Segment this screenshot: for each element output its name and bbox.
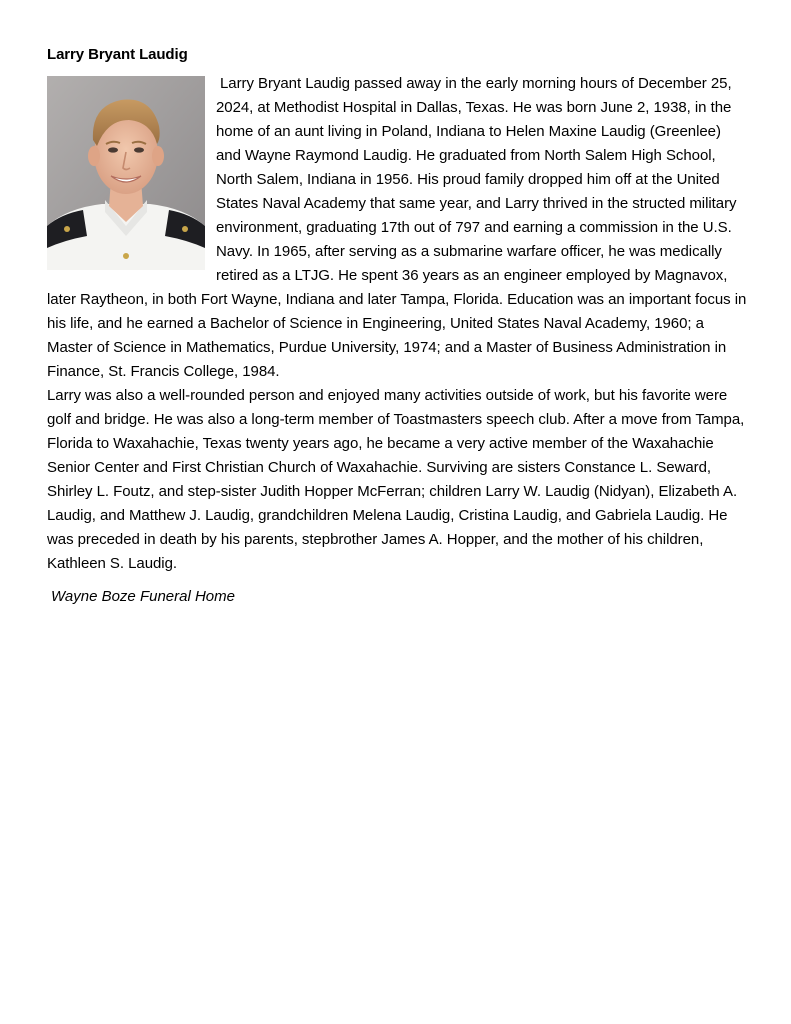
obituary-paragraph-2: Larry was also a well-rounded person and enjoyed many activities outside of work, but his favorite were golf and bridge. He was also a long-term member of Toastmasters speech club. After a move from Tampa, Florida to Waxahachie, Texas twenty years ago, he became a very active member of the Waxahachie Senior Center and First Christian Church of Waxahachie. Surviving are sisters Constance L. Seward, Shirley L. Foutz, and step-sister Judith Hopper McFerran; children Larry W. Laudig (Nidyan), Elizabeth A. Laudig, and Matthew J. Laudig, grandchildren Melena Laudig, Cristina Laudig, and Gabriela Laudig. He was preceded in death by his parents, stepbrother James A. Hopper, and the mother of his children, Kathleen S. Laudig.: [47, 387, 745, 572]
obituary-title: Larry Bryant Laudig: [47, 46, 188, 63]
obituary-page: [47, 44, 749, 608]
funeral-home-signature: Wayne Boze Funeral Home: [51, 588, 235, 605]
obituary-paragraph-1: Larry Bryant Laudig passed away in the early morning hours of December 25, 2024, at Methodist Hospital in Dallas, Texas. He was born June 2, 1938, in the home of an aunt living in Poland, Indiana to Helen Maxine Laudig (Greenlee) and Wayne Raymond Laudig. He graduated from North Salem High School, North Salem, Indiana in 1956. His proud family dropped him off at the United States Naval Academy that same year, and Larry thrived in the structed military environment, graduating 17th out of 797 and earning a commission in the U.S. Navy. In 1965, after serving as a submarine warfare officer, he was medically retired as a LTJG. He spent 36 years as an engineer employed by Magnavox, later Raytheon, in both Fort Wayne, Indiana and later Tampa, Florida. Education was an important focus in his life, and he earned a Bachelor of Science in Engineering, United States Naval Academy, 1960; a Master of Science in Mathematics, Purdue University, 1974; and a Master of Business Administration in Finance, St. Francis College, 1984.: [47, 75, 747, 380]
portrait-photo: [47, 76, 205, 270]
obituary-body: [47, 72, 749, 576]
portrait-photo-icon: [47, 76, 205, 270]
